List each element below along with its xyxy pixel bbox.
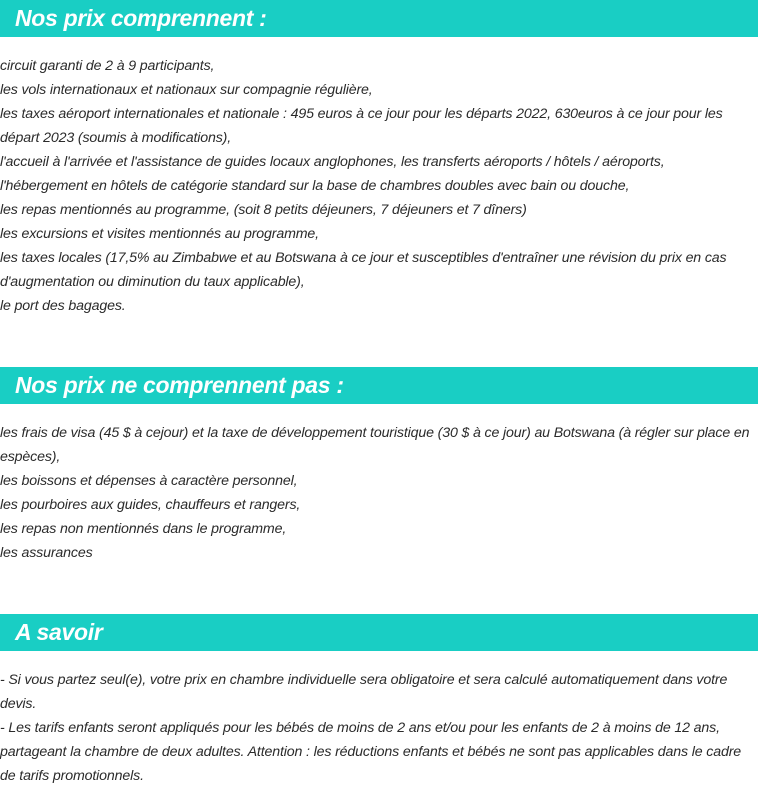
list-item: les excursions et visites mentionnés au programme, bbox=[0, 226, 319, 242]
section-title-not-included: Nos prix ne comprennent pas : bbox=[15, 372, 344, 398]
good-to-know-list bbox=[0, 668, 752, 788]
included-list bbox=[0, 54, 752, 318]
list-item: les repas non mentionnés dans le programme, bbox=[0, 521, 287, 537]
not-included-list bbox=[0, 421, 752, 565]
list-item: le port des bagages. bbox=[0, 298, 126, 314]
list-item: circuit garanti de 2 à 9 participants, bbox=[0, 58, 215, 74]
list-item: les vols internationaux et nationaux sur compagnie régulière, bbox=[0, 82, 373, 98]
list-item: les frais de visa (45 $ à cejour) et la taxe de développement touristique (30 $ à ce jour) au Botswana (à régler sur place en espèces), bbox=[0, 425, 750, 465]
list-item: - Si vous partez seul(e), votre prix en chambre individuelle sera obligatoire et sera calculé automatiquement dans votre devis. bbox=[0, 672, 728, 712]
section-title-included: Nos prix comprennent : bbox=[15, 5, 267, 31]
list-item: les assurances bbox=[0, 545, 93, 561]
list-item: - Les tarifs enfants seront appliqués pour les bébés de moins de 2 ans et/ou pour les enfants de 2 à moins de 12 ans, partageant la chambre de deux adultes. Attention : les réductions enfants et bébés ne sont pas applicables dans le cadre de tarifs promotionnels. bbox=[0, 720, 742, 784]
section-header-good-to-know bbox=[0, 614, 758, 651]
list-item: les taxes aéroport internationales et nationale : 495 euros à ce jour pour les départs 2022, 630euros à ce jour pour les départ 2023 (soumis à modifications), bbox=[0, 106, 723, 146]
list-item: l'hébergement en hôtels de catégorie standard sur la base de chambres doubles avec bain ou douche, bbox=[0, 178, 630, 194]
list-item: les taxes locales (17,5% au Zimbabwe et au Botswana à ce jour et susceptibles d'entraîner une révision du prix en cas d'augmentation ou diminution du taux applicable), bbox=[0, 250, 727, 290]
section-header-not-included bbox=[0, 367, 758, 404]
list-item: les boissons et dépenses à caractère personnel, bbox=[0, 473, 298, 489]
list-item: les repas mentionnés au programme, (soit 8 petits déjeuners, 7 déjeuners et 7 dîners) bbox=[0, 202, 527, 218]
list-item: l'accueil à l'arrivée et l'assistance de guides locaux anglophones, les transferts aéroports / hôtels / aéroports, bbox=[0, 154, 665, 170]
section-header-included bbox=[0, 0, 758, 37]
section-title-good-to-know: A savoir bbox=[15, 619, 103, 645]
list-item: les pourboires aux guides, chauffeurs et rangers, bbox=[0, 497, 301, 513]
